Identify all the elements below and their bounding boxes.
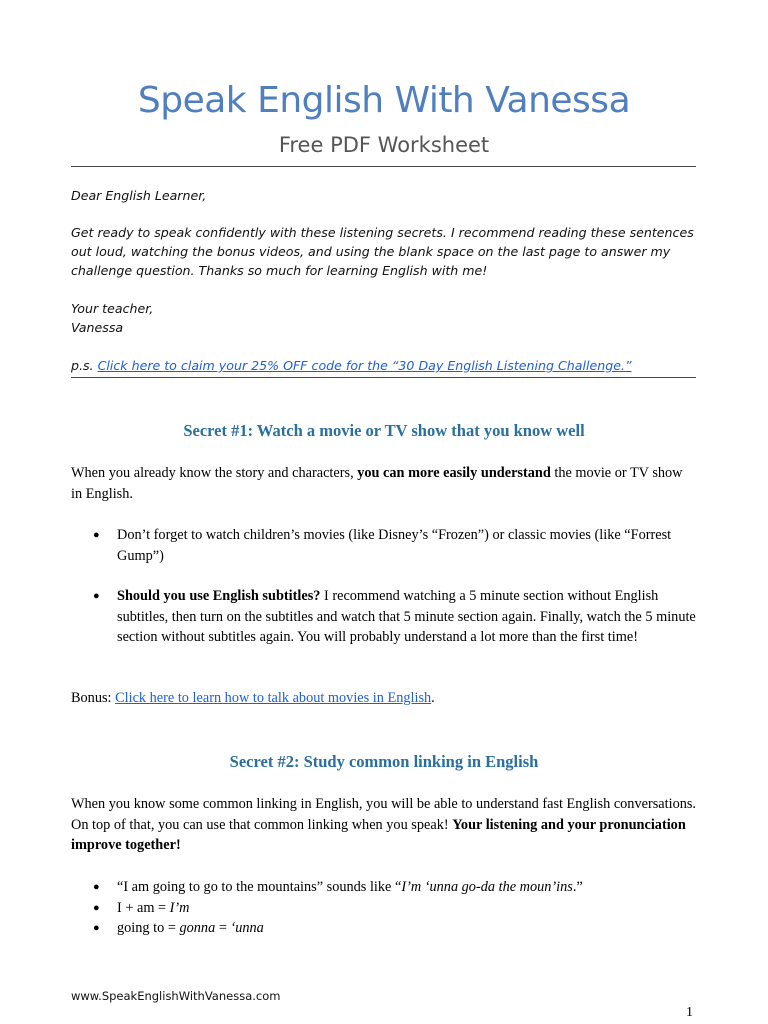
list-item (71, 918, 696, 939)
secret1-tips-list (71, 525, 696, 566)
bullet-icon: ● (93, 922, 100, 934)
letter-greeting (71, 186, 696, 205)
discount-code-link[interactable]: Click here to claim your 25% OFF code for the “30 Day English Listening Challenge.” (97, 358, 632, 373)
letter-signoff (71, 299, 696, 337)
page-number: 1 (686, 1005, 693, 1020)
secret1-subtitles-list (71, 586, 696, 648)
secret1-intro-text: When you already know the story and characters, (71, 465, 354, 481)
list-item-italic: I’m (169, 899, 190, 916)
list-item-italic-2: ‘unna (230, 920, 264, 936)
secret1-heading: Secret #1: Watch a movie or TV show that you know well (183, 421, 585, 440)
list-item-text: going to = (117, 920, 176, 936)
list-item (71, 586, 696, 648)
letter-ps (71, 356, 696, 375)
letter-body (71, 223, 696, 280)
footer-website-url: www.SpeakEnglishWithVanessa.com (71, 989, 281, 1003)
greeting-text: Dear English Learner, (71, 188, 207, 203)
secret1-intro (71, 463, 696, 504)
bullet-icon: ● (93, 590, 100, 602)
ps-prefix: p.s. (71, 358, 94, 373)
secret2-intro (71, 794, 696, 856)
page-title: Speak English With Vanessa (137, 80, 631, 121)
list-item-text: Don’t forget to watch children’s movies (like Disney’s “Frozen”) or classic movies (like “Forrest Gump”) (117, 527, 672, 564)
secret1-intro-text-end: the movie or TV show in English. (71, 465, 683, 502)
letter-body-text: Get ready to speak confidently with these listening secrets. I recommend reading these sentences out loud, watching the bonus videos, and using the blank space on the last page to answer my challenge question. Thanks so much for learning English with me! (71, 225, 694, 278)
list-item-italic: I’m ‘unna go-da the moun’ins (401, 879, 573, 895)
list-item-text: I + am = (117, 899, 167, 916)
secret1-intro-emphasis: you can more easily understand (357, 465, 551, 481)
bullet-icon: ● (93, 881, 100, 893)
secret2-intro-emphasis: Your listening and your pronunciation improve together! (71, 816, 686, 853)
list-item-equals: = (218, 920, 227, 936)
signoff-text: Your teacher, (71, 301, 154, 316)
signoff-name: Vanessa (71, 320, 124, 335)
bonus-label: Bonus: (71, 690, 112, 706)
list-item (71, 877, 696, 898)
page-subtitle: Free PDF Worksheet (278, 133, 490, 157)
linking-examples-list (71, 877, 696, 939)
letter-divider (71, 377, 696, 378)
list-item-italic: gonna (179, 920, 216, 936)
list-item-text-end: .” (572, 879, 583, 895)
list-item (71, 525, 696, 566)
secret1-bonus (71, 688, 696, 709)
title-divider (71, 166, 696, 167)
list-item (71, 898, 696, 919)
list-item-text: “I am going to go to the mountains” sounds like “ (117, 879, 402, 895)
list-item-text: I recommend watching a 5 minute section without English subtitles, then turn on the subtitles and watch that 5 minute section again. Finally, watch the 5 minute section without subtitles again. You will probably understand a lot more than the first time! (117, 588, 696, 645)
bullet-icon: ● (93, 529, 100, 541)
movies-lesson-link[interactable]: Click here to learn how to talk about movies in English (115, 690, 432, 706)
bullet-icon: ● (93, 901, 100, 914)
list-item-emphasis: Should you use English subtitles? (117, 588, 321, 604)
secret2-intro-text: When you know some common linking in English, you will be able to understand fast English conversations. On top of that, you can use that common linking when you speak! (71, 796, 696, 833)
secret2-heading: Secret #2: Study common linking in English (229, 752, 539, 771)
bonus-period: . (431, 690, 435, 706)
